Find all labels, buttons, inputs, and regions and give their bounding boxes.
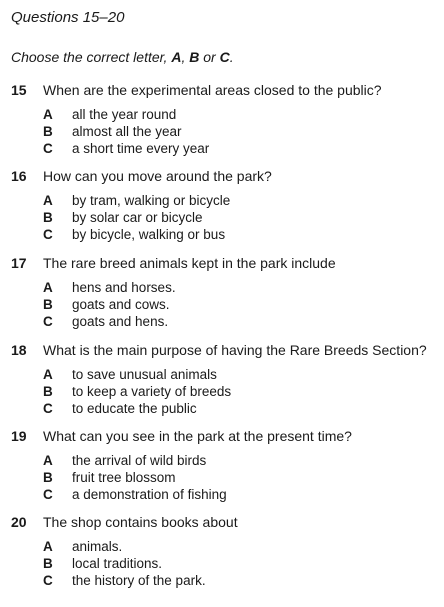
- option-list: [0, 452, 444, 503]
- option-c: [0, 572, 444, 589]
- instruction-text: [11, 48, 234, 66]
- option-c: [0, 140, 444, 157]
- option-letter: A: [43, 453, 53, 468]
- option-list: [0, 538, 444, 589]
- option-letter: B: [43, 297, 53, 312]
- question-number: 20: [11, 514, 27, 530]
- option-b: [0, 209, 444, 226]
- option-b: [0, 296, 444, 313]
- option-list: [0, 106, 444, 157]
- instruction-prefix: Choose the correct letter,: [11, 49, 172, 65]
- question-15: [0, 80, 444, 157]
- option-b: [0, 123, 444, 140]
- option-a: [0, 538, 444, 555]
- section-title: Questions 15–20: [11, 9, 125, 26]
- option-letter: B: [43, 210, 53, 225]
- option-text: by bicycle, walking or bus: [72, 227, 226, 242]
- option-a: [0, 366, 444, 383]
- option-text: by solar car or bicycle: [72, 210, 203, 225]
- option-letter: C: [43, 487, 53, 502]
- option-text: to save unusual animals: [72, 367, 217, 382]
- option-list: [0, 366, 444, 417]
- option-letter: C: [43, 573, 53, 588]
- option-letter: A: [43, 280, 53, 295]
- option-a: [0, 279, 444, 296]
- instruction-suffix: .: [229, 49, 234, 65]
- question-text: What is the main purpose of having the Rare Breeds Section?: [43, 342, 427, 358]
- question-number: 19: [11, 428, 27, 444]
- option-letter: A: [43, 367, 53, 382]
- question-number: 17: [11, 255, 27, 271]
- instruction-letter-b: B: [189, 49, 200, 65]
- option-letter: A: [43, 107, 53, 122]
- option-b: [0, 469, 444, 486]
- instruction-letter-a: A: [171, 49, 182, 65]
- question-18: [0, 340, 444, 417]
- option-text: the arrival of wild birds: [72, 453, 207, 468]
- option-text: all the year round: [72, 107, 177, 122]
- question-17: [0, 253, 444, 330]
- option-b: [0, 383, 444, 400]
- question-number: 18: [11, 342, 27, 358]
- option-c: [0, 486, 444, 503]
- option-letter: C: [43, 314, 53, 329]
- option-c: [0, 226, 444, 243]
- option-letter: B: [43, 556, 53, 571]
- option-letter: B: [43, 384, 53, 399]
- question-16: [0, 166, 444, 243]
- instruction-separator-1: ,: [181, 49, 190, 65]
- option-a: [0, 106, 444, 123]
- question-number: 16: [11, 168, 27, 184]
- option-list: [0, 192, 444, 243]
- option-letter: A: [43, 193, 53, 208]
- question-text: What can you see in the park at the present time?: [43, 428, 352, 444]
- question-text: How can you move around the park?: [43, 168, 272, 184]
- option-text: the history of the park.: [72, 573, 206, 588]
- option-text: a demonstration of fishing: [72, 487, 227, 502]
- option-text: to educate the public: [72, 401, 197, 416]
- option-letter: A: [43, 539, 53, 554]
- option-a: [0, 452, 444, 469]
- question-20: [0, 512, 444, 589]
- option-text: by tram, walking or bicycle: [72, 193, 231, 208]
- option-text: almost all the year: [72, 124, 182, 139]
- option-letter: C: [43, 141, 53, 156]
- option-c: [0, 400, 444, 417]
- question-text: When are the experimental areas closed to the public?: [43, 82, 382, 98]
- option-letter: C: [43, 227, 53, 242]
- option-text: fruit tree blossom: [72, 470, 176, 485]
- option-letter: B: [43, 470, 53, 485]
- option-text: animals.: [72, 539, 123, 554]
- question-text: The shop contains books about: [43, 514, 238, 530]
- option-list: [0, 279, 444, 330]
- question-19: [0, 426, 444, 503]
- option-text: local traditions.: [72, 556, 163, 571]
- question-number: 15: [11, 82, 27, 98]
- instruction-letter-c: C: [219, 49, 230, 65]
- option-letter: B: [43, 124, 53, 139]
- question-text: The rare breed animals kept in the park include: [43, 255, 336, 271]
- option-c: [0, 313, 444, 330]
- option-text: goats and cows.: [72, 297, 170, 312]
- option-b: [0, 555, 444, 572]
- option-a: [0, 192, 444, 209]
- option-text: goats and hens.: [72, 314, 169, 329]
- option-letter: C: [43, 401, 53, 416]
- instruction-separator-2: or: [199, 49, 220, 65]
- option-text: a short time every year: [72, 141, 210, 156]
- option-text: to keep a variety of breeds: [72, 384, 232, 399]
- option-text: hens and horses.: [72, 280, 176, 295]
